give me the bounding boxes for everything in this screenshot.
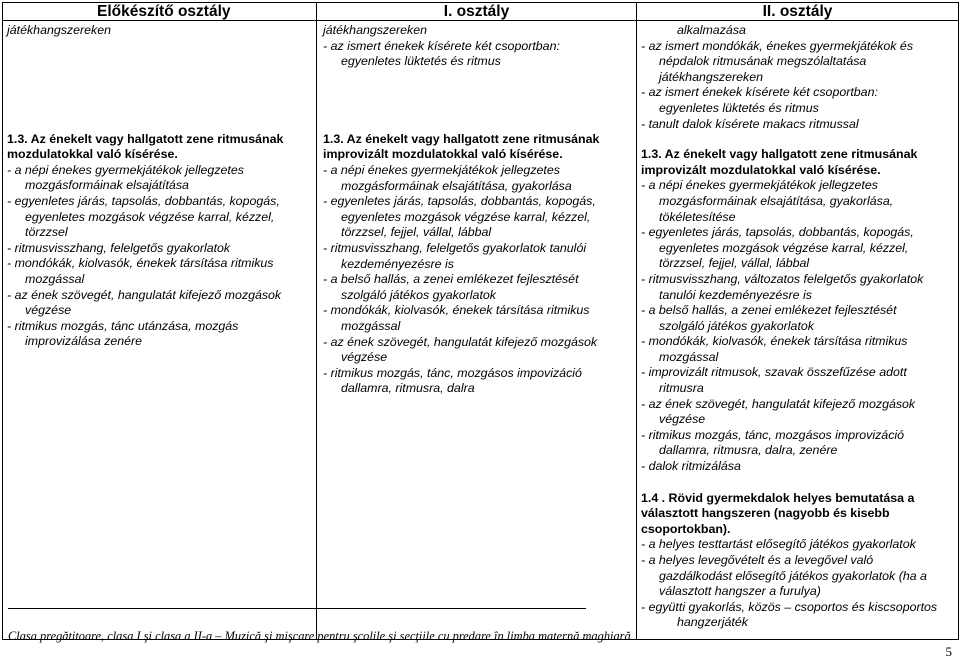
section-title: improvizált mozdulatokkal való kísérése. [323,147,563,162]
list-item: - a helyes testtartást elősegítő játékos gyakorlatok [641,537,916,552]
section-1-4-col3 [641,491,958,631]
header-grade-2: II. osztály [637,3,959,21]
list-item: egyenletes mozgások végzése karral, kézzel, [25,209,275,224]
list-item: - mondókák, kiolvasók, énekek társítása ritmikus [641,334,908,349]
section-title: improvizált mozdulatokkal való kísérése. [641,162,881,177]
list-item: egyenletes mozgások végzése karral, kézzel, [659,240,909,255]
list-item: - ritmusvisszhang, változatos felelgetős gyakorlatok [641,271,924,286]
section-title: mozdulatokkal való kísérése. [7,147,178,162]
list-item: - egyenletes járás, tapsolás, dobbantás, kopogás, [323,194,596,209]
list-item: - a népi énekes gyermekjátékok jellegzetes [323,162,560,177]
list-item: - mondókák, kiolvasók, énekek társítása ritmikus [7,256,274,271]
list-item: - a belső hallás, a zenei emlékezet fejlesztését [641,303,897,318]
text-line: - az ismert mondókák, énekes gyermekjátékok és [641,38,914,53]
list-item: - a népi énekes gyermekjátékok jellegzetes [7,162,244,177]
list-item: - mondókák, kiolvasók, énekek társítása ritmikus [323,303,590,318]
list-item: mozgással [659,349,719,364]
list-item: dallamra, ritmusra, dalra, zenére [659,443,838,458]
text-line: - az ismert énekek kísérete két csoportban: [323,38,560,53]
text-line: játékhangszereken [7,23,112,37]
section-title: csoportokban). [641,521,731,536]
list-item: - a belső hallás, a zenei emlékezet fejlesztését [323,272,579,287]
list-item: kezdeményezésre is [341,256,454,271]
header-grade-1: I. osztály [317,3,637,21]
list-item: tanulói kezdeményezésre is [659,287,812,302]
footer-text: Clasa pregătitoare, clasa I şi clasa a II-a – Muzică şi mişcare pentru şcolile şi secţiile cu predare în limba maternă maghiară [8,629,631,643]
list-item: - ritmikus mozgás, tánc, mozgásos improvizáció [641,427,905,442]
list-item: - ritmikus mozgás, tánc, mozgásos impovizáció [323,365,582,380]
section-1-3-col2 [323,132,636,397]
top-block-col1 [7,23,316,39]
section-1-3-col1 [7,132,316,350]
text-line: - az ismert énekek kísérete két csoportban: [641,85,878,100]
list-item: szolgáló játékos gyakorlatok [659,318,814,333]
text-line: egyenletes lüktetés és ritmus [659,100,819,115]
list-item: - a helyes levegővételt és a levegővel való [641,553,874,567]
section-title: választott hangszeren (nagyobb és kisebb [641,506,890,521]
content-row [3,21,959,640]
list-item: mozgással [341,318,401,333]
top-block-col2 [323,23,636,70]
section-title: 1.3. Az énekelt vagy hallgatott zene ritmusának [641,147,918,162]
list-item: - egyenletes járás, tapsolás, dobbantás, kopogás, [641,225,914,240]
list-item: hangzerjáték [677,615,748,630]
list-item: - dalok ritmizálása [641,459,741,474]
list-item: végzése [659,412,706,427]
list-item: - egyenletes járás, tapsolás, dobbantás, kopogás, [7,193,280,208]
list-item: egyenletes mozgások végzése karral, kézzel, [341,209,591,224]
list-item: törzzsel, fejjel, vállal, lábbal [341,225,492,240]
list-item: - improvizált ritmusok, szavak összefűzése adott [641,365,907,380]
curriculum-table [2,2,959,640]
list-item: mozgásformáinak elsajátítása, gyakorlása, [659,193,894,208]
list-item: - ritmikus mozgás, tánc utánzása, mozgás [7,318,239,333]
text-line: - tanult dalok kísérete makacs ritmussal [641,116,859,131]
list-item: ritmusra [659,381,704,396]
list-item: végzése [25,303,72,318]
header-row [3,3,959,21]
column-preparatory [3,21,317,640]
section-1-3-col3 [641,147,958,474]
list-item: törzzsel, fejjel, vállal, lábbal [659,256,810,271]
section-title: 1.3. Az énekelt vagy hallgatott zene ritmusának [323,131,600,146]
list-item: szolgáló játékos gyakorlatok [341,287,496,302]
list-item: - az ének szövegét, hangulatát kifejező mozgások [7,287,282,302]
text-line: népdalok ritmusának megszólaltatása [659,54,867,69]
section-title: 1.4 . Rövid gyermekdalok helyes bemutatása a [641,490,915,505]
text-line: alkalmazása [677,23,746,37]
header-preparatory: Előkészítő osztály [3,3,317,21]
list-item: - ritmusvisszhang, felelgetős gyakorlatok [7,240,231,255]
section-title: 1.3. Az énekelt vagy hallgatott zene ritmusának [7,131,284,146]
list-item: mozgásformáinak elsajátítása, gyakorlása [341,178,572,193]
list-item: tökéletesítése [659,209,736,224]
list-item: törzzsel [25,225,68,240]
list-item: - a népi énekes gyermekjátékok jellegzetes [641,178,878,193]
list-item: - az ének szövegét, hangulatát kifejező mozgások [641,396,916,411]
list-item: mozgásformáinak elsajátítása [25,178,189,193]
footer-rule [8,608,586,609]
text-line: játékhangszereken [323,23,428,37]
list-item: - ritmusvisszhang, felelgetős gyakorlatok tanulói [323,240,587,255]
list-item: - együtti gyakorlás, közös – csoportos és kiscsoportos [641,599,938,614]
list-item: választott hangszer a furulya) [659,584,821,599]
column-grade-2 [637,21,959,640]
list-item: dallamra, ritmusra, dalra [341,381,475,396]
column-grade-1 [317,21,637,640]
text-line: egyenletes lüktetés és ritmus [341,54,501,69]
page-number: 5 [945,644,952,659]
list-item: gazdálkodást elősegítő játékos gyakorlatok (ha a [659,568,927,583]
list-item: improvizálása zenére [25,334,143,349]
list-item: végzése [341,350,388,365]
text-line: játékhangszereken [659,69,764,84]
list-item: mozgással [25,271,85,286]
top-block-col3 [641,23,958,132]
list-item: - az ének szövegét, hangulatát kifejező mozgások [323,334,598,349]
